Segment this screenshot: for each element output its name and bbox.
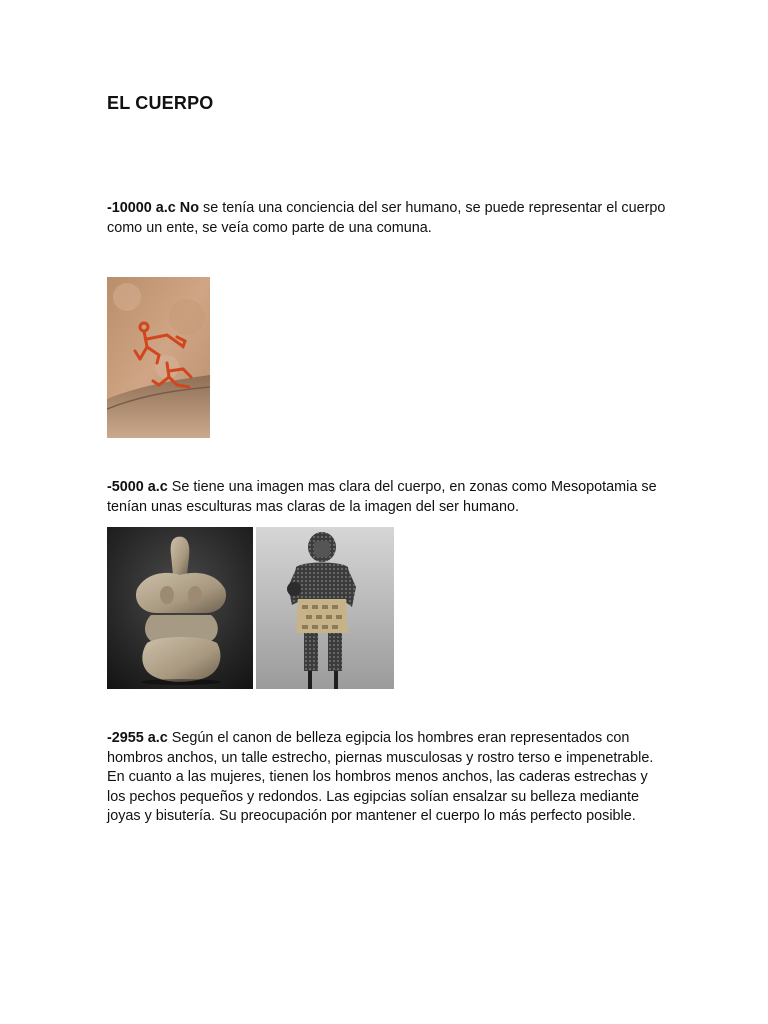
- cave-painting-image: [107, 277, 210, 438]
- section-text: Se tiene una imagen mas clara del cuerpo, en zonas como Mesopotamia se tenían unas esculturas mas claras de la imagen del ser humano.: [107, 479, 657, 515]
- section-paragraph-5000: [107, 478, 667, 517]
- section-date: -10000 a.c No: [107, 200, 199, 216]
- section-paragraph-10000: [107, 199, 667, 238]
- stone-figurine-image: [107, 527, 253, 689]
- section-text: Según el canon de belleza egipcia los hombres eran representados con hombros anchos, un talle estrecho, piernas musculosas y rostro terso e impenetrable. En cuanto a las mujeres, tienen los hombros menos anchos, las caderas estrechas y los pechos pequeños y redondos. Las egipcias solían ensalzar su belleza mediante joyas y bisutería. Su preocupación por mantener el cuerpo lo más perfecto posible.: [107, 730, 654, 825]
- section-paragraph-2955: [107, 729, 667, 827]
- section-date: -2955 a.c: [107, 730, 168, 746]
- page-title: EL CUERPO: [107, 93, 214, 113]
- section-date: -5000 a.c: [107, 479, 168, 495]
- section-text: se tenía una conciencia del ser humano, se puede representar el cuerpo como un ente, se veía como parte de una comuna.: [107, 200, 666, 236]
- statue-image: [256, 527, 394, 689]
